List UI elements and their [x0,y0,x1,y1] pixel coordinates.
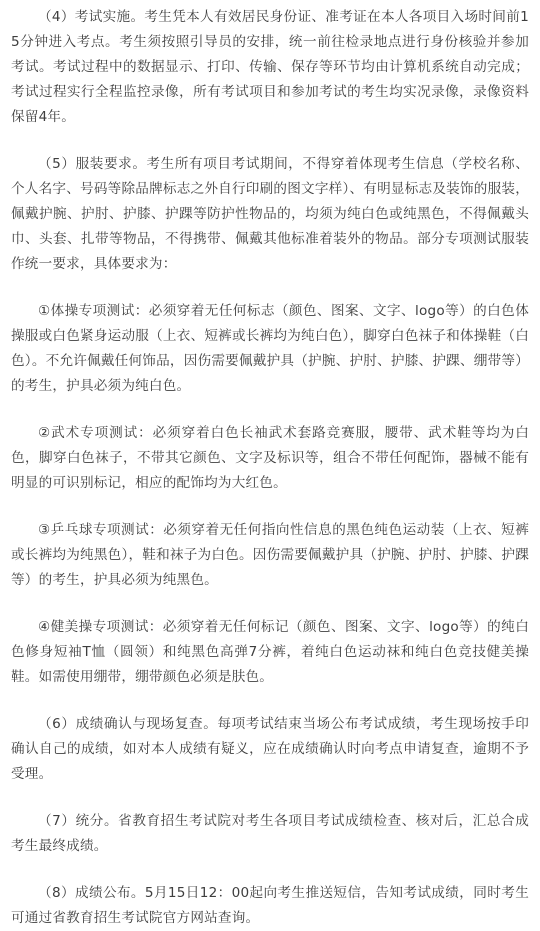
paragraph-exam-implementation: （4）考试实施。考生凭本人有效居民身份证、准考证在本人各项目入场时间前15分钟进入考点。考生须按照引导员的安排，统一前往检录地点进行身份核验并参加考试。考试过程中的数据显示、打印、传输、保存等环节均由计算机系统自动完成；考试过程实行全程监控录像，所有考试项目和参加考试的考生均实况录像，录像资料保留4年。 [11,9,529,125]
paragraph-aerobics: ④健美操专项测试：必须穿着无任何标记（颜色、图案、文字、logo等）的纯白色修身短袖T恤（圆领）和纯黑色高弹7分裤，着纯白色运动袜和纯白色竞技健美操鞋。如需使用绷带，绷带颜色必须是肤色。 [11,619,529,685]
paragraph-gymnastics: ①体操专项测试：必须穿着无任何标志（颜色、图案、文字、logo等）的白色体操服或白色紧身运动服（上衣、短裤或长裤均为纯白色），脚穿白色袜子和体操鞋（白色）。不允许佩戴任何饰品，因伤需要佩戴护具（护腕、护肘、护膝、护踝、绷带等）的考生，护具必须为纯白色。 [11,303,529,394]
paragraph-score-confirmation: （6）成绩确认与现场复查。每项考试结束当场公布考试成绩，考生现场按手印确认自己的成绩，如对本人成绩有疑义，应在成绩确认时向考点申请复查，逾期不予受理。 [11,716,529,782]
paragraph-table-tennis: ③乒乓球专项测试：必须穿着无任何指向性信息的黑色纯色运动装（上衣、短裤或长裤均为纯黑色），鞋和袜子为白色。因伤需要佩戴护具（护腕、护肘、护膝、护踝等）的考生，护具必须为纯黑色。 [11,522,529,588]
paragraph-martial-arts: ②武术专项测试：必须穿着白色长袖武术套路竞赛服，腰带、武术鞋等均为白色，脚穿白色袜子，不带其它颜色、文字及标识等，组合不带任何配饰，器械不能有明显的可识别标记，相应的配饰均为大红色。 [11,425,529,491]
paragraph-dress-requirements: （5）服装要求。考生所有项目考试期间，不得穿着体现考生信息（学校名称、个人名字、号码等除品牌标志之外自行印刷的图文字样）、有明显标志及装饰的服装，佩戴护腕、护肘、护膝、护踝等防护性物品的，均须为纯白色或纯黑色，不得佩戴头巾、头套、扎带等物品，不得携带、佩戴其他标准着装外的物品。部分专项测试服装作统一要求，具体要求为： [11,156,529,272]
paragraph-score-release: （8）成绩公布。5月15日12：00起向考生推送短信，告知考试成绩，同时考生可通过省教育招生考试院官方网站查询。 [11,885,529,926]
paragraph-score-compilation: （7）统分。省教育招生考试院对考生各项目考试成绩检查、核对后，汇总合成考生最终成绩。 [11,813,529,854]
